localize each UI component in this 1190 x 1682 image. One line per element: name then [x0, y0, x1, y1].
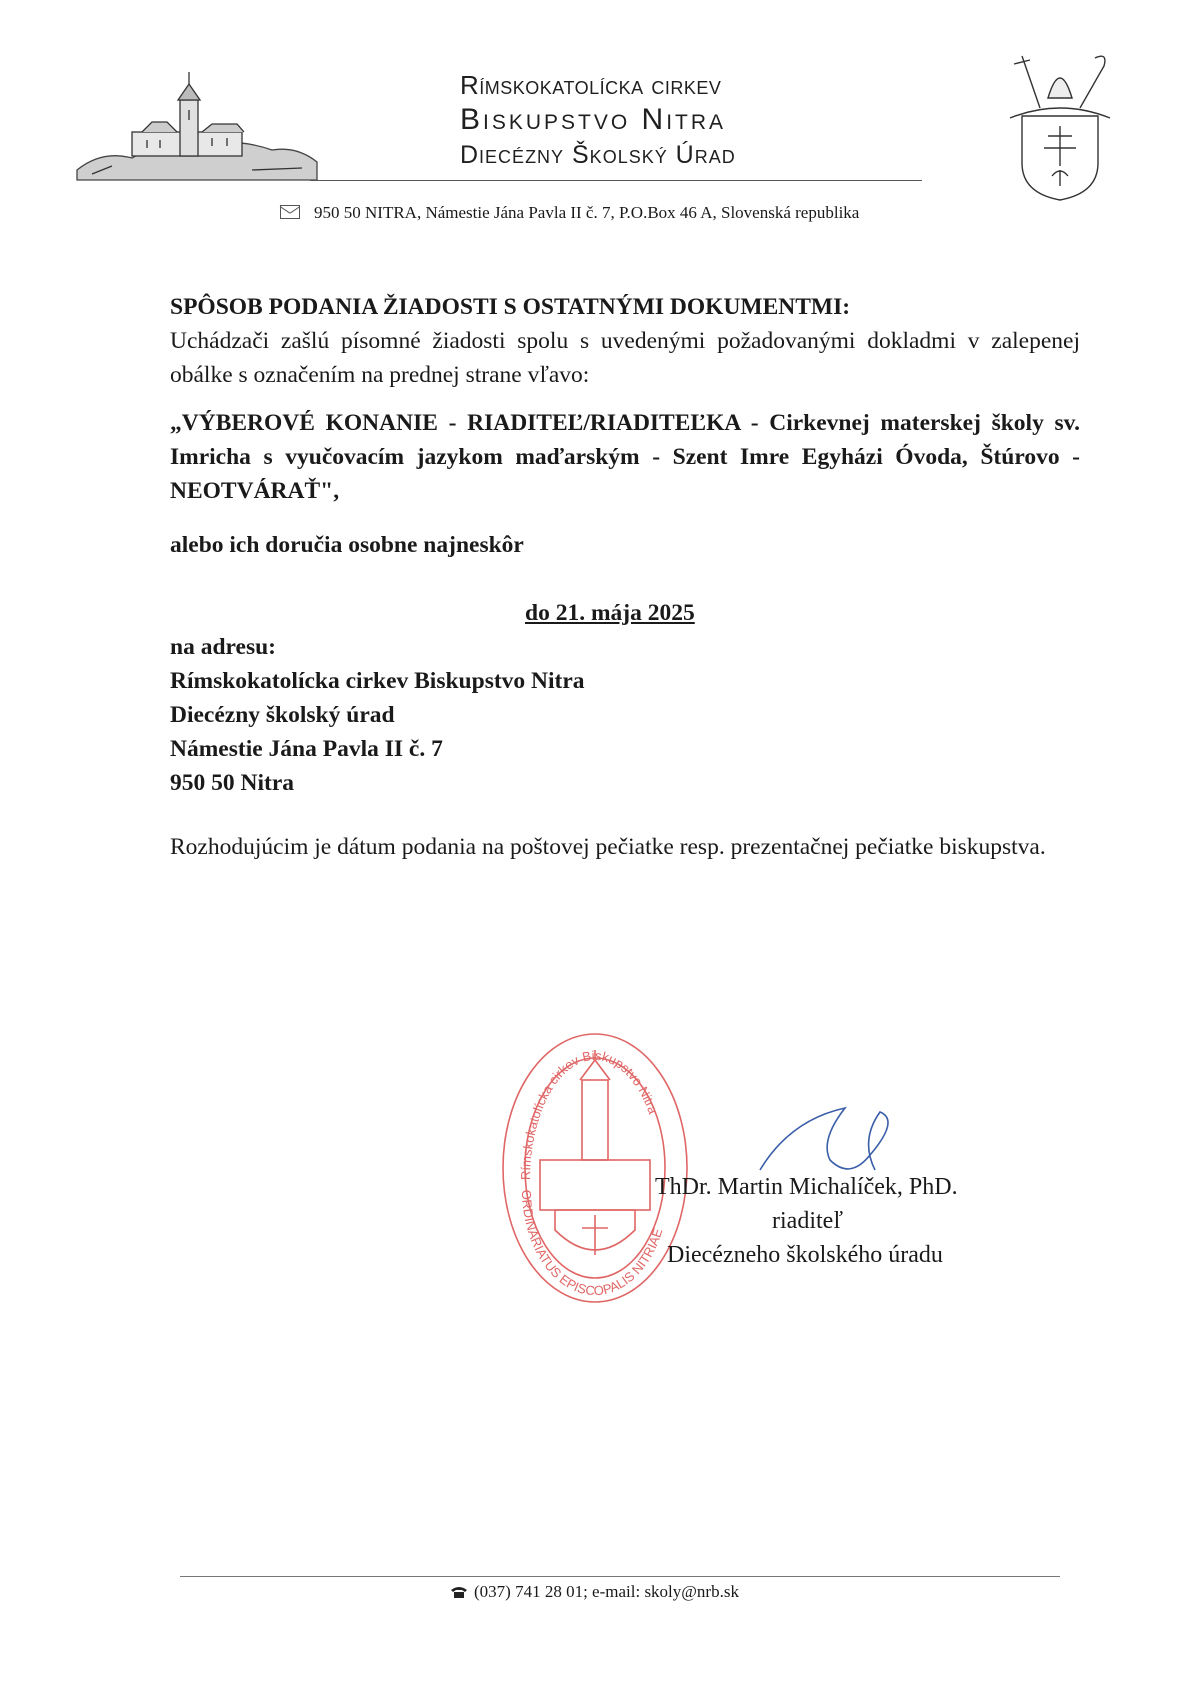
address-line: Námestie Jána Pavla II č. 7 [170, 736, 443, 762]
postal-address-text: 950 50 NITRA, Námestie Jána Pavla II č. 7, P.O.Box 46 A, Slovenská republika [314, 203, 860, 222]
signer-role: riaditeľ [772, 1208, 844, 1234]
section-heading: SPÔSOB PODANIA ŽIADOSTI S OSTATNÝMI DOKUMENTMI: [170, 294, 851, 320]
delivery-address [170, 630, 1080, 800]
postal-address [280, 203, 859, 223]
footer-divider [180, 1576, 1060, 1577]
org-line-3: Diecézny Školský Úrad [460, 141, 736, 169]
address-line: Rímskokatolícka cirkev Biskupstvo Nitra [170, 668, 585, 694]
org-line-2: Biskupstvo Nitra [460, 103, 727, 136]
bishop-coat-of-arms [1000, 48, 1120, 203]
deadline-date: do 21. mája 2025 [525, 600, 695, 626]
phone-icon [450, 1585, 468, 1599]
address-label: na adresu: [170, 634, 276, 660]
stamp-top-text: Rímskokatolícka cirkev Biskupstvo Nitra [517, 1047, 661, 1181]
intro-paragraph: Uchádzači zašlú písomné žiadosti spolu s uvedenými požadovanými dokladmi v zalepenej obálke s označením na prednej strane vľavo: [170, 328, 1080, 388]
address-line: 950 50 Nitra [170, 770, 295, 796]
envelope-icon [280, 205, 300, 219]
letterhead [0, 0, 1190, 240]
footer-contact [450, 1582, 739, 1602]
org-line-1: Rímskokatolícka cirkev [460, 70, 722, 100]
signer-office: Diecézneho školského úradu [667, 1242, 943, 1268]
organization-name [460, 68, 736, 172]
signer-name: ThDr. Martin Michalíček, PhD. [655, 1174, 958, 1200]
decision-paragraph: Rozhodujúcim je dátum podania na poštovej pečiatke resp. prezentačnej pečiatke biskupstva. [170, 834, 1046, 860]
letter-body [170, 290, 1080, 864]
footer-contact-text: (037) 741 28 01; e-mail: skoly@nrb.sk [474, 1582, 739, 1601]
stamp-bottom-text: ORDINARIATUS EPISCOPALIS NITRIAE [518, 1189, 666, 1299]
header-divider [310, 180, 922, 181]
address-line: Diecézny školský úrad [170, 702, 395, 728]
envelope-marking: „VÝBEROVÉ KONANIE - RIADITEĽ/RIADITEĽKA - Cirkevnej materskej školy sv. Imricha s vyučovacím jazykom maďarským - Szent Imre Egyházi Óvoda, Štúrovo - NEOTVÁRAŤ", [170, 410, 1080, 504]
personal-delivery-note: alebo ich doručia osobne najneskôr [170, 532, 524, 558]
nitra-castle-logo [72, 70, 322, 190]
signature-block [655, 1170, 958, 1272]
